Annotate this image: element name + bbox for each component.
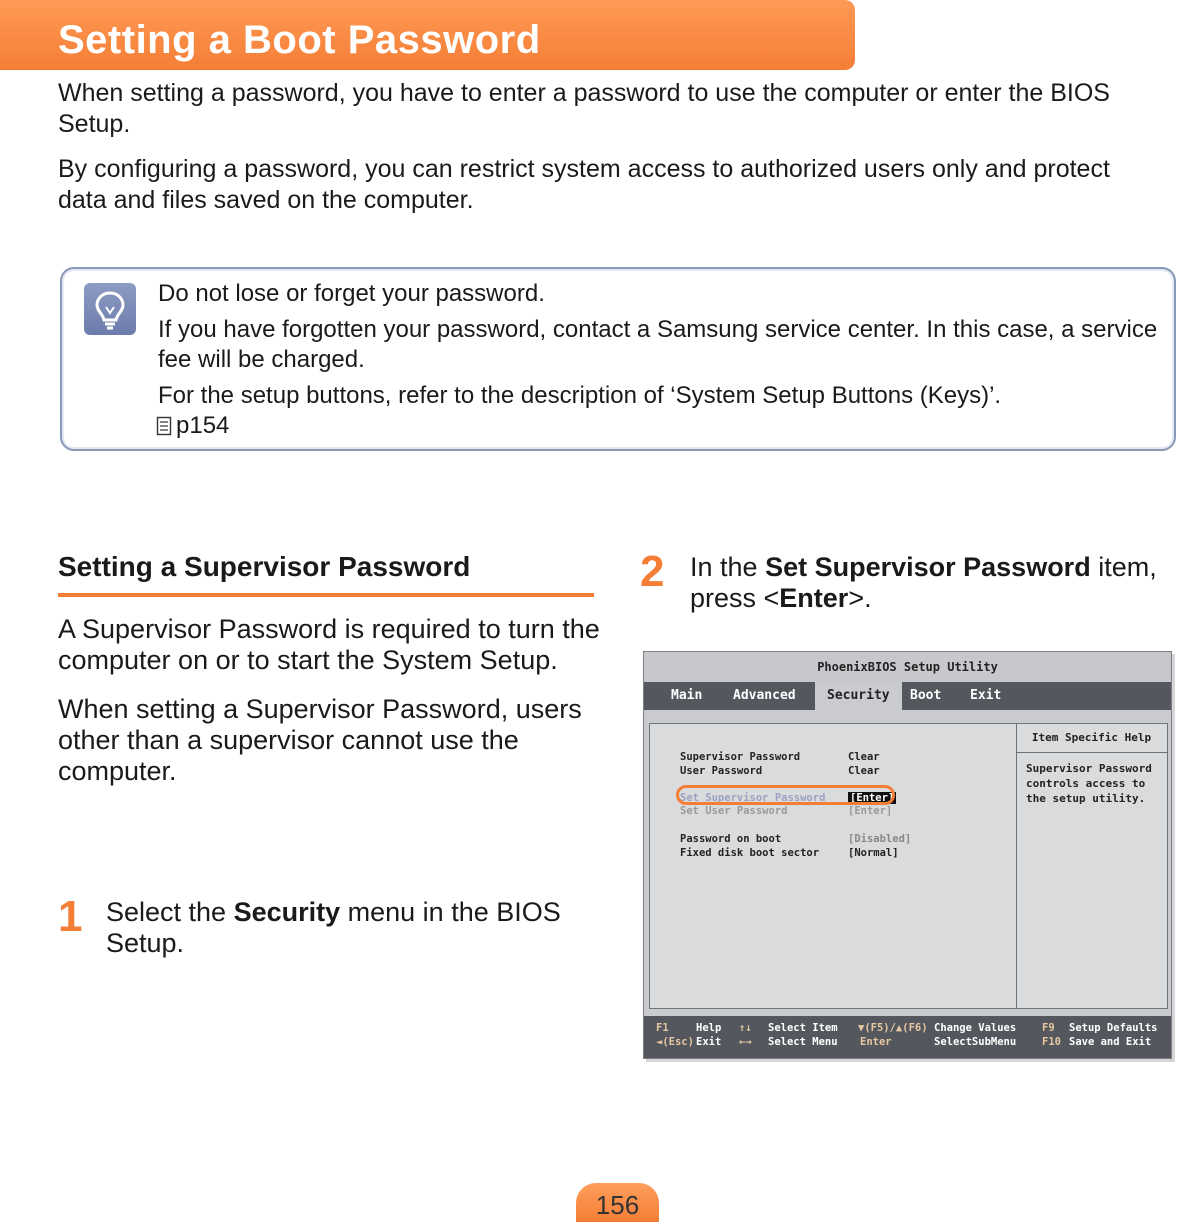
bios-menu-boot[interactable]: Boot bbox=[910, 688, 942, 703]
section-body bbox=[58, 614, 603, 805]
title-banner bbox=[0, 0, 855, 70]
note-line-2: If you have forgotten your password, contact a Samsung service center. In this case, a service fee will be charged. bbox=[158, 316, 1158, 373]
help-title: Item Specific Help bbox=[1016, 724, 1167, 753]
page-number: 156 bbox=[576, 1183, 659, 1222]
document-icon bbox=[156, 416, 172, 436]
note-text bbox=[158, 279, 1172, 444]
bios-screenshot bbox=[643, 651, 1172, 1059]
note-line-1: Do not lose or forget your password. bbox=[158, 280, 545, 307]
intro-paragraph-2: By configuring a password, you can restrict system access to authorized users only and protect data and files saved on the computer. bbox=[58, 155, 1110, 214]
bios-help-panel bbox=[1016, 724, 1167, 1008]
page-reference-label: p154 bbox=[176, 412, 230, 439]
step-number: 1 bbox=[58, 892, 83, 941]
bios-menu-main[interactable]: Main bbox=[671, 688, 703, 703]
bios-settings-list: Supervisor Password Clear User Password Clear Set Supervisor Password [Enter] Set User Password [Enter] Password on boot [Disabled] Fixed disk boot sector [Normal] bbox=[650, 724, 1017, 1008]
note-line-3: For the setup buttons, refer to the description of ‘System Setup Buttons (Keys)’. bbox=[158, 382, 1002, 409]
step-number: 2 bbox=[640, 547, 665, 596]
page-reference[interactable] bbox=[158, 411, 229, 441]
section-paragraph-2: When setting a Supervisor Password, users other than a supervisor cannot use the computer. bbox=[58, 694, 582, 786]
bios-menu-advanced[interactable]: Advanced bbox=[733, 688, 796, 703]
lightbulb-icon bbox=[84, 283, 136, 335]
note-box bbox=[60, 267, 1176, 451]
step-text: In the Set Supervisor Password item, press <Enter>. bbox=[690, 552, 1157, 613]
bios-menu-bar bbox=[644, 682, 1171, 710]
step-text: Select the Security menu in the BIOS Setup. bbox=[106, 897, 561, 958]
section-paragraph-1: A Supervisor Password is required to turn the computer on or to start the System Setup. bbox=[58, 614, 600, 675]
bios-panel bbox=[649, 723, 1168, 1009]
page-title: Setting a Boot Password bbox=[58, 18, 541, 62]
bios-footer: F1 Help ◄(Esc) Exit ↑↓ Select Item ←→ Select Menu ▼(F5)/▲(F6) Change Values Enter SelectSubMenu F9 Setup Defaults F10 Save and Exit bbox=[644, 1016, 1171, 1058]
help-text: Supervisor Password controls access to the setup utility. bbox=[1026, 762, 1152, 805]
section-title: Setting a Supervisor Password bbox=[58, 551, 594, 597]
highlight-ring bbox=[676, 785, 895, 805]
bios-menu-security[interactable]: Security bbox=[815, 682, 902, 710]
bios-title: PhoenixBIOS Setup Utility bbox=[644, 652, 1171, 682]
intro-paragraph-1: When setting a password, you have to enter a password to use the computer or enter the BIOS Setup. bbox=[58, 79, 1110, 138]
bios-menu-exit[interactable]: Exit bbox=[970, 688, 1002, 703]
intro bbox=[58, 78, 1158, 230]
